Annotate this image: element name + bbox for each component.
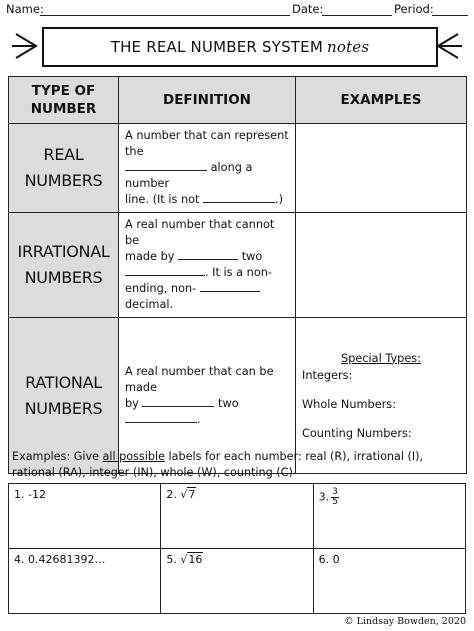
def-rational-text-d: . — [197, 412, 201, 426]
title-main: THE REAL NUMBER SYSTEM — [110, 38, 323, 56]
instructions-underlined: all possible — [102, 450, 165, 463]
blank-field[interactable] — [203, 192, 275, 203]
blank-field[interactable] — [200, 281, 260, 292]
example-cell-1[interactable] — [9, 484, 161, 549]
type-irrational — [9, 213, 119, 318]
type-real-line1: REAL — [43, 145, 84, 164]
type-real-line2: NUMBERS — [24, 171, 103, 190]
example-cell-2[interactable] — [161, 484, 313, 549]
instructions-text-b: labels for each number: real (R), irrational (I), rational (RA), integer (IN), whole (W), counting (C) — [12, 450, 424, 479]
definition-irrational — [119, 213, 296, 318]
blank-field[interactable] — [178, 249, 238, 260]
def-real-text-a: A number that can represent the — [125, 129, 289, 158]
example-label: 1. -12 — [14, 488, 46, 501]
def-irrational-text-f: decimal. — [125, 298, 174, 311]
table-row-irrational — [9, 213, 467, 318]
date-field[interactable] — [322, 15, 392, 16]
header-type-of-number — [9, 77, 119, 124]
name-field[interactable] — [40, 15, 290, 16]
copyright: © Lindsay Bowden, 2020 — [344, 616, 466, 627]
examples-instructions — [12, 449, 464, 481]
student-info-line — [6, 2, 468, 20]
period-label: Period: — [394, 2, 434, 16]
blank-field[interactable] — [125, 412, 197, 423]
examples-irrational[interactable] — [296, 213, 467, 318]
date-label: Date: — [292, 2, 324, 16]
def-real-text-d: .) — [275, 193, 284, 206]
chevron-left-icon — [434, 32, 462, 60]
special-type-counting: Counting Numbers: — [302, 426, 412, 440]
header-examples: EXAMPLES — [296, 77, 467, 124]
definition-real — [119, 124, 296, 213]
blank-field[interactable] — [142, 396, 214, 407]
special-type-integers: Integers: — [302, 368, 353, 382]
def-irrational-text-e: ending, non- — [125, 282, 197, 295]
example-cell-3[interactable] — [313, 484, 465, 549]
chevron-right-icon — [12, 32, 40, 60]
type-rational-line2: NUMBERS — [24, 398, 103, 418]
special-type-whole: Whole Numbers: — [302, 397, 396, 411]
example-label: 5. — [166, 553, 177, 566]
square-root: √7 — [180, 488, 196, 501]
radicand: 16 — [188, 553, 203, 566]
name-label: Name: — [6, 2, 44, 16]
header-definition: DEFINITION — [119, 77, 296, 124]
table-row-real — [9, 124, 467, 213]
numerator: 3 — [332, 487, 338, 497]
examples-real[interactable] — [296, 124, 467, 213]
period-field[interactable] — [432, 15, 468, 16]
examples-grid — [8, 483, 466, 614]
example-label: 2. — [166, 488, 177, 501]
example-cell-5[interactable] — [161, 549, 313, 614]
example-cell-6[interactable] — [313, 549, 465, 614]
blank-field[interactable] — [125, 160, 207, 171]
def-irrational-text-d: . It is a non- — [205, 266, 272, 279]
def-rational-text-a: A real number that can be made — [125, 364, 274, 394]
radicand: 7 — [188, 488, 196, 501]
example-label: 6. 0 — [318, 553, 340, 566]
type-irrational-line2: NUMBERS — [24, 268, 103, 287]
title-banner — [10, 20, 464, 72]
page-title — [42, 27, 438, 67]
example-label: 3. — [318, 490, 330, 504]
special-types-title: Special Types: — [341, 351, 421, 365]
header-type-line2: NUMBER — [30, 101, 97, 117]
table-header-row — [9, 77, 467, 124]
def-real-text-b: along a number — [125, 161, 253, 190]
example-cell-4[interactable] — [9, 549, 161, 614]
example-label: 4. 0.42681392… — [14, 553, 106, 566]
def-real-text-c: line. (It is not — [125, 193, 200, 206]
def-rational-text-b: by — [125, 396, 139, 410]
notes-table — [8, 76, 467, 474]
title-notes: notes — [326, 38, 370, 56]
type-rational-line1: RATIONAL — [25, 372, 102, 392]
square-root: √16 — [180, 553, 203, 566]
def-irrational-text-c: two — [241, 250, 263, 263]
def-rational-text-c: two — [218, 396, 239, 410]
type-real — [9, 124, 119, 213]
blank-field[interactable] — [125, 265, 205, 276]
def-irrational-text-b: made by — [125, 250, 175, 263]
instructions-text-a: Examples: Give — [12, 450, 103, 463]
def-irrational-text-a: A real number that cannot be — [125, 218, 275, 247]
fraction — [331, 488, 339, 507]
denominator: 5 — [332, 497, 338, 507]
type-irrational-line1: IRRATIONAL — [17, 242, 110, 261]
header-type-line1: TYPE OF — [31, 83, 96, 99]
